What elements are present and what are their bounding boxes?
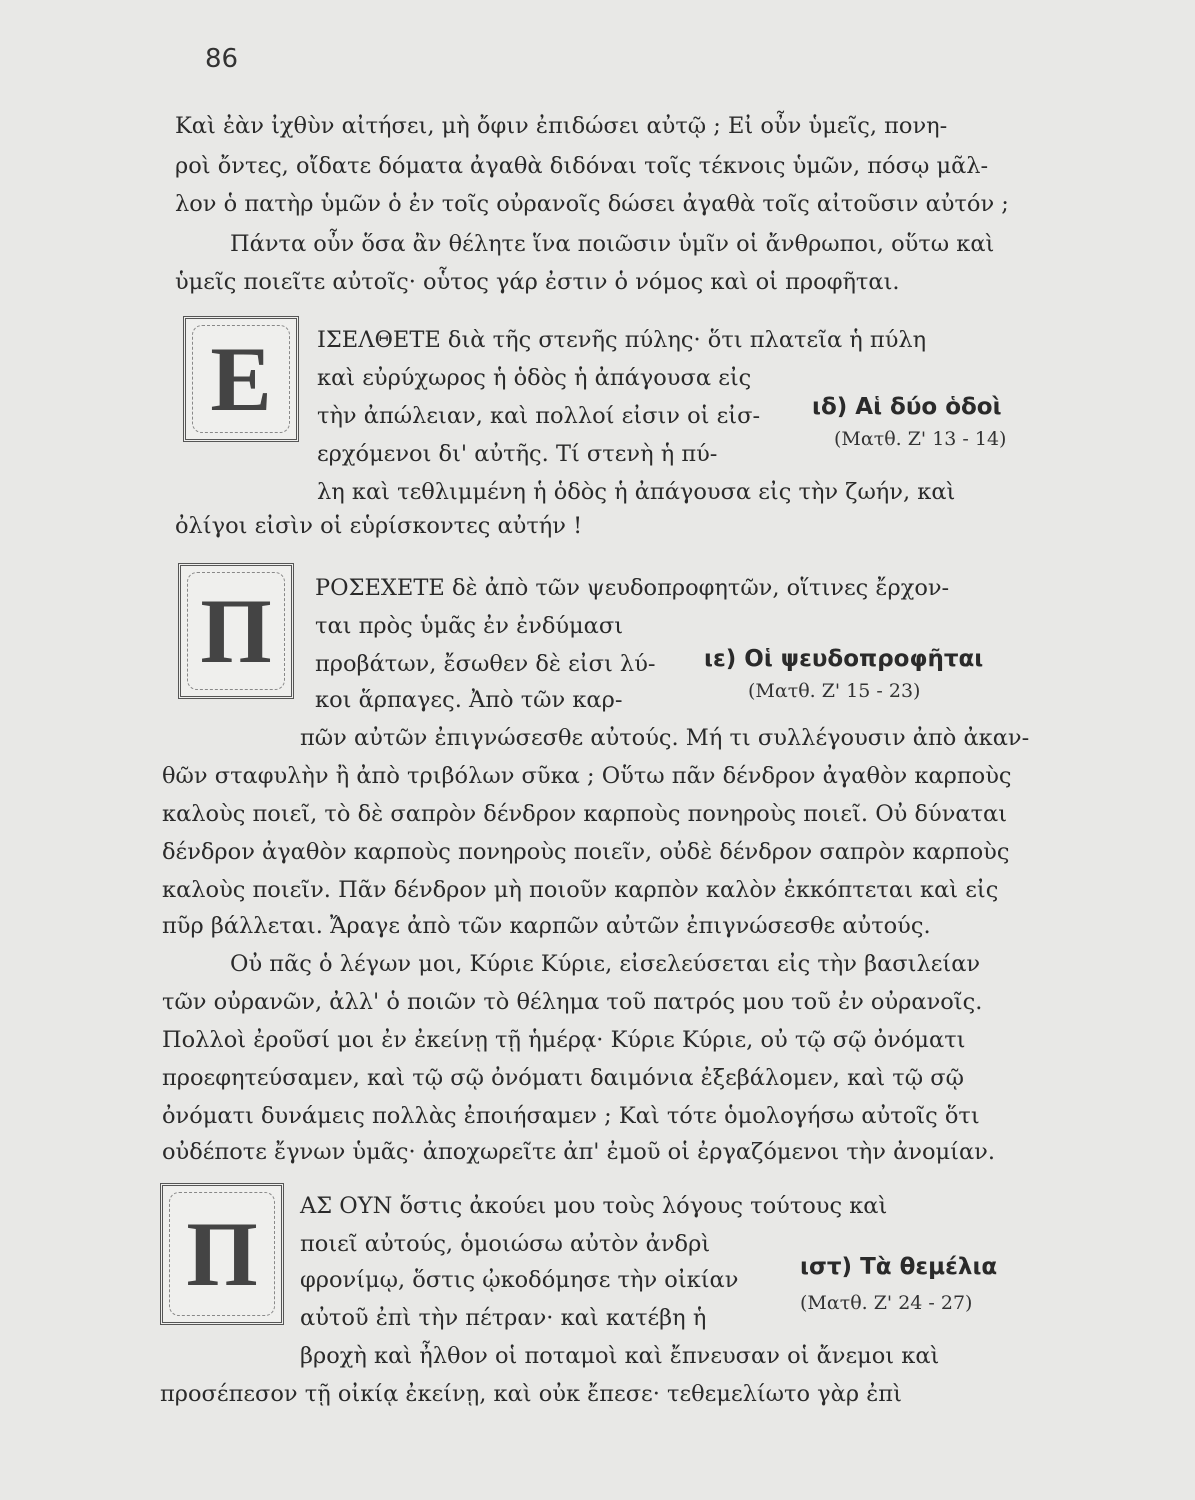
text-line: προεφητεύσαμεν, καὶ τῷ σῷ ὀνόματι δαιμόνια ἐξεβάλομεν, καὶ τῷ σῷ bbox=[162, 1065, 964, 1091]
text-line: κοι ἅρπαγες. Ἀπὸ τῶν καρ- bbox=[315, 687, 623, 713]
section-title: ιδ) Αἱ δύο ὁδοὶ bbox=[812, 394, 1002, 420]
text-line: αὐτοῦ ἐπὶ τὴν πέτραν· καὶ κατέβη ἡ bbox=[300, 1305, 707, 1331]
text-line: βροχὴ καὶ ἦλθον οἱ ποταμοὶ καὶ ἔπνευσαν οἱ ἄνεμοι καὶ bbox=[300, 1343, 940, 1369]
text-line: προσέπεσον τῇ οἰκίᾳ ἐκείνῃ, καὶ οὐκ ἔπεσε· τεθεμελίωτο γὰρ ἐπὶ bbox=[160, 1381, 902, 1407]
text-line: ερχόμενοι δι' αὐτῆς. Τί στενὴ ἡ πύ- bbox=[317, 441, 718, 467]
text-line: ΑΣ ΟΥΝ ὅστις ἀκούει μου τοὺς λόγους τούτους καὶ bbox=[300, 1193, 888, 1219]
text-line: τὴν ἀπώλειαν, καὶ πολλοί εἰσιν οἱ εἰσ- bbox=[317, 403, 761, 429]
text-line: δένδρον ἀγαθὸν καρποὺς πονηροὺς ποιεῖν, οὐδὲ δένδρον σαπρὸν καρποὺς bbox=[162, 839, 1010, 865]
initial-letter: Π bbox=[200, 580, 272, 682]
text-line: ποιεῖ αὐτούς, ὁμοιώσω αὐτὸν ἀνδρὶ bbox=[300, 1231, 711, 1257]
text-line: ΡΟΣΕΧΕΤΕ δὲ ἀπὸ τῶν ψευδοπροφητῶν, οἵτινες ἔρχον- bbox=[315, 575, 950, 601]
ornamental-initial bbox=[178, 563, 294, 699]
text-line: Πολλοὶ ἐροῦσί μοι ἐν ἐκείνῃ τῇ ἡμέρᾳ· Κύριε Κύριε, οὐ τῷ σῷ ὀνόματι bbox=[162, 1027, 966, 1053]
page-number: 86 bbox=[205, 44, 239, 74]
ornamental-initial bbox=[160, 1183, 284, 1325]
section-title: ιστ) Τὰ θεμέλια bbox=[800, 1254, 998, 1280]
section-reference: (Ματθ. Ζ' 13 - 14) bbox=[834, 428, 1007, 450]
text-line: λη καὶ τεθλιμμένη ἡ ὁδὸς ἡ ἀπάγουσα εἰς τὴν ζωήν, καὶ bbox=[317, 479, 956, 505]
text-line: ται πρὸς ὑμᾶς ἐν ἐνδύμασι bbox=[315, 613, 624, 639]
text-line: πῦρ βάλλεται. Ἄραγε ἀπὸ τῶν καρπῶν αὐτῶν ἐπιγνώσεσθε αὐτούς. bbox=[162, 913, 931, 939]
text-line: καὶ εὐρύχωρος ἡ ὁδὸς ἡ ἀπάγουσα εἰς bbox=[317, 365, 752, 391]
text-line: ὀνόματι δυνάμεις πολλὰς ἐποιήσαμεν ; Καὶ τότε ὁμολογήσω αὐτοῖς ὅτι bbox=[162, 1103, 980, 1129]
text-line: ΙΣΕΛΘΕΤΕ διὰ τῆς στενῆς πύλης· ὅτι πλατεῖα ἡ πύλη bbox=[317, 327, 927, 353]
text-line: οὐδέποτε ἔγνων ὑμᾶς· ἀποχωρεῖτε ἀπ' ἐμοῦ οἱ ἐργαζόμενοι τὴν ἀνομίαν. bbox=[162, 1139, 995, 1165]
section-reference: (Ματθ. Ζ' 24 - 27) bbox=[800, 1292, 973, 1314]
text-line: ροὶ ὄντες, οἴδατε δόματα ἀγαθὰ διδόναι τοῖς τέκνοις ὑμῶν, πόσῳ μᾶλ- bbox=[175, 153, 989, 179]
text-line: πῶν αὐτῶν ἐπιγνώσεσθε αὐτούς. Μή τι συλλέγουσιν ἀπὸ ἀκαν- bbox=[300, 725, 1030, 751]
section-title: ιε) Οἱ ψευδοπροφῆται bbox=[704, 646, 984, 672]
text-line: Καὶ ἐὰν ἰχθὺν αἰτήσει, μὴ ὄφιν ἐπιδώσει αὐτῷ ; Εἰ οὖν ὑμεῖς, πονη- bbox=[175, 113, 948, 139]
text-line: ὀλίγοι εἰσὶν οἱ εὑρίσκοντες αὐτήν ! bbox=[175, 513, 583, 539]
text-line: Πάντα οὖν ὅσα ἂν θέλητε ἵνα ποιῶσιν ὑμῖν οἱ ἄνθρωποι, οὕτω καὶ bbox=[230, 231, 995, 257]
initial-letter: Π bbox=[186, 1203, 258, 1305]
text-line: προβάτων, ἔσωθεν δὲ εἰσι λύ- bbox=[315, 651, 656, 677]
initial-letter: Ε bbox=[210, 328, 272, 430]
section-reference: (Ματθ. Ζ' 15 - 23) bbox=[748, 680, 921, 702]
ornamental-initial bbox=[183, 316, 299, 442]
text-line: θῶν σταφυλὴν ἢ ἀπὸ τριβόλων σῦκα ; Οὕτω πᾶν δένδρον ἀγαθὸν καρποὺς bbox=[162, 763, 1012, 789]
text-line: λον ὁ πατὴρ ὑμῶν ὁ ἐν τοῖς οὐρανοῖς δώσει ἀγαθὰ τοῖς αἰτοῦσιν αὐτόν ; bbox=[175, 191, 1009, 217]
text-line: καλοὺς ποιεῖν. Πᾶν δένδρον μὴ ποιοῦν καρπὸν καλὸν ἐκκόπτεται καὶ εἰς bbox=[162, 877, 999, 903]
text-line: καλοὺς ποιεῖ, τὸ δὲ σαπρὸν δένδρον καρποὺς πονηροὺς ποιεῖ. Οὐ δύναται bbox=[162, 801, 1008, 827]
text-line: ὑμεῖς ποιεῖτε αὐτοῖς· οὗτος γάρ ἐστιν ὁ νόμος καὶ οἱ προφῆται. bbox=[175, 269, 900, 295]
text-line: Οὐ πᾶς ὁ λέγων μοι, Κύριε Κύριε, εἰσελεύσεται εἰς τὴν βασιλείαν bbox=[230, 951, 981, 977]
text-line: τῶν οὐρανῶν, ἀλλ' ὁ ποιῶν τὸ θέλημα τοῦ πατρός μου τοῦ ἐν οὐρανοῖς. bbox=[162, 989, 983, 1015]
text-line: φρονίμῳ, ὅστις ᾠκοδόμησε τὴν οἰκίαν bbox=[300, 1267, 739, 1293]
